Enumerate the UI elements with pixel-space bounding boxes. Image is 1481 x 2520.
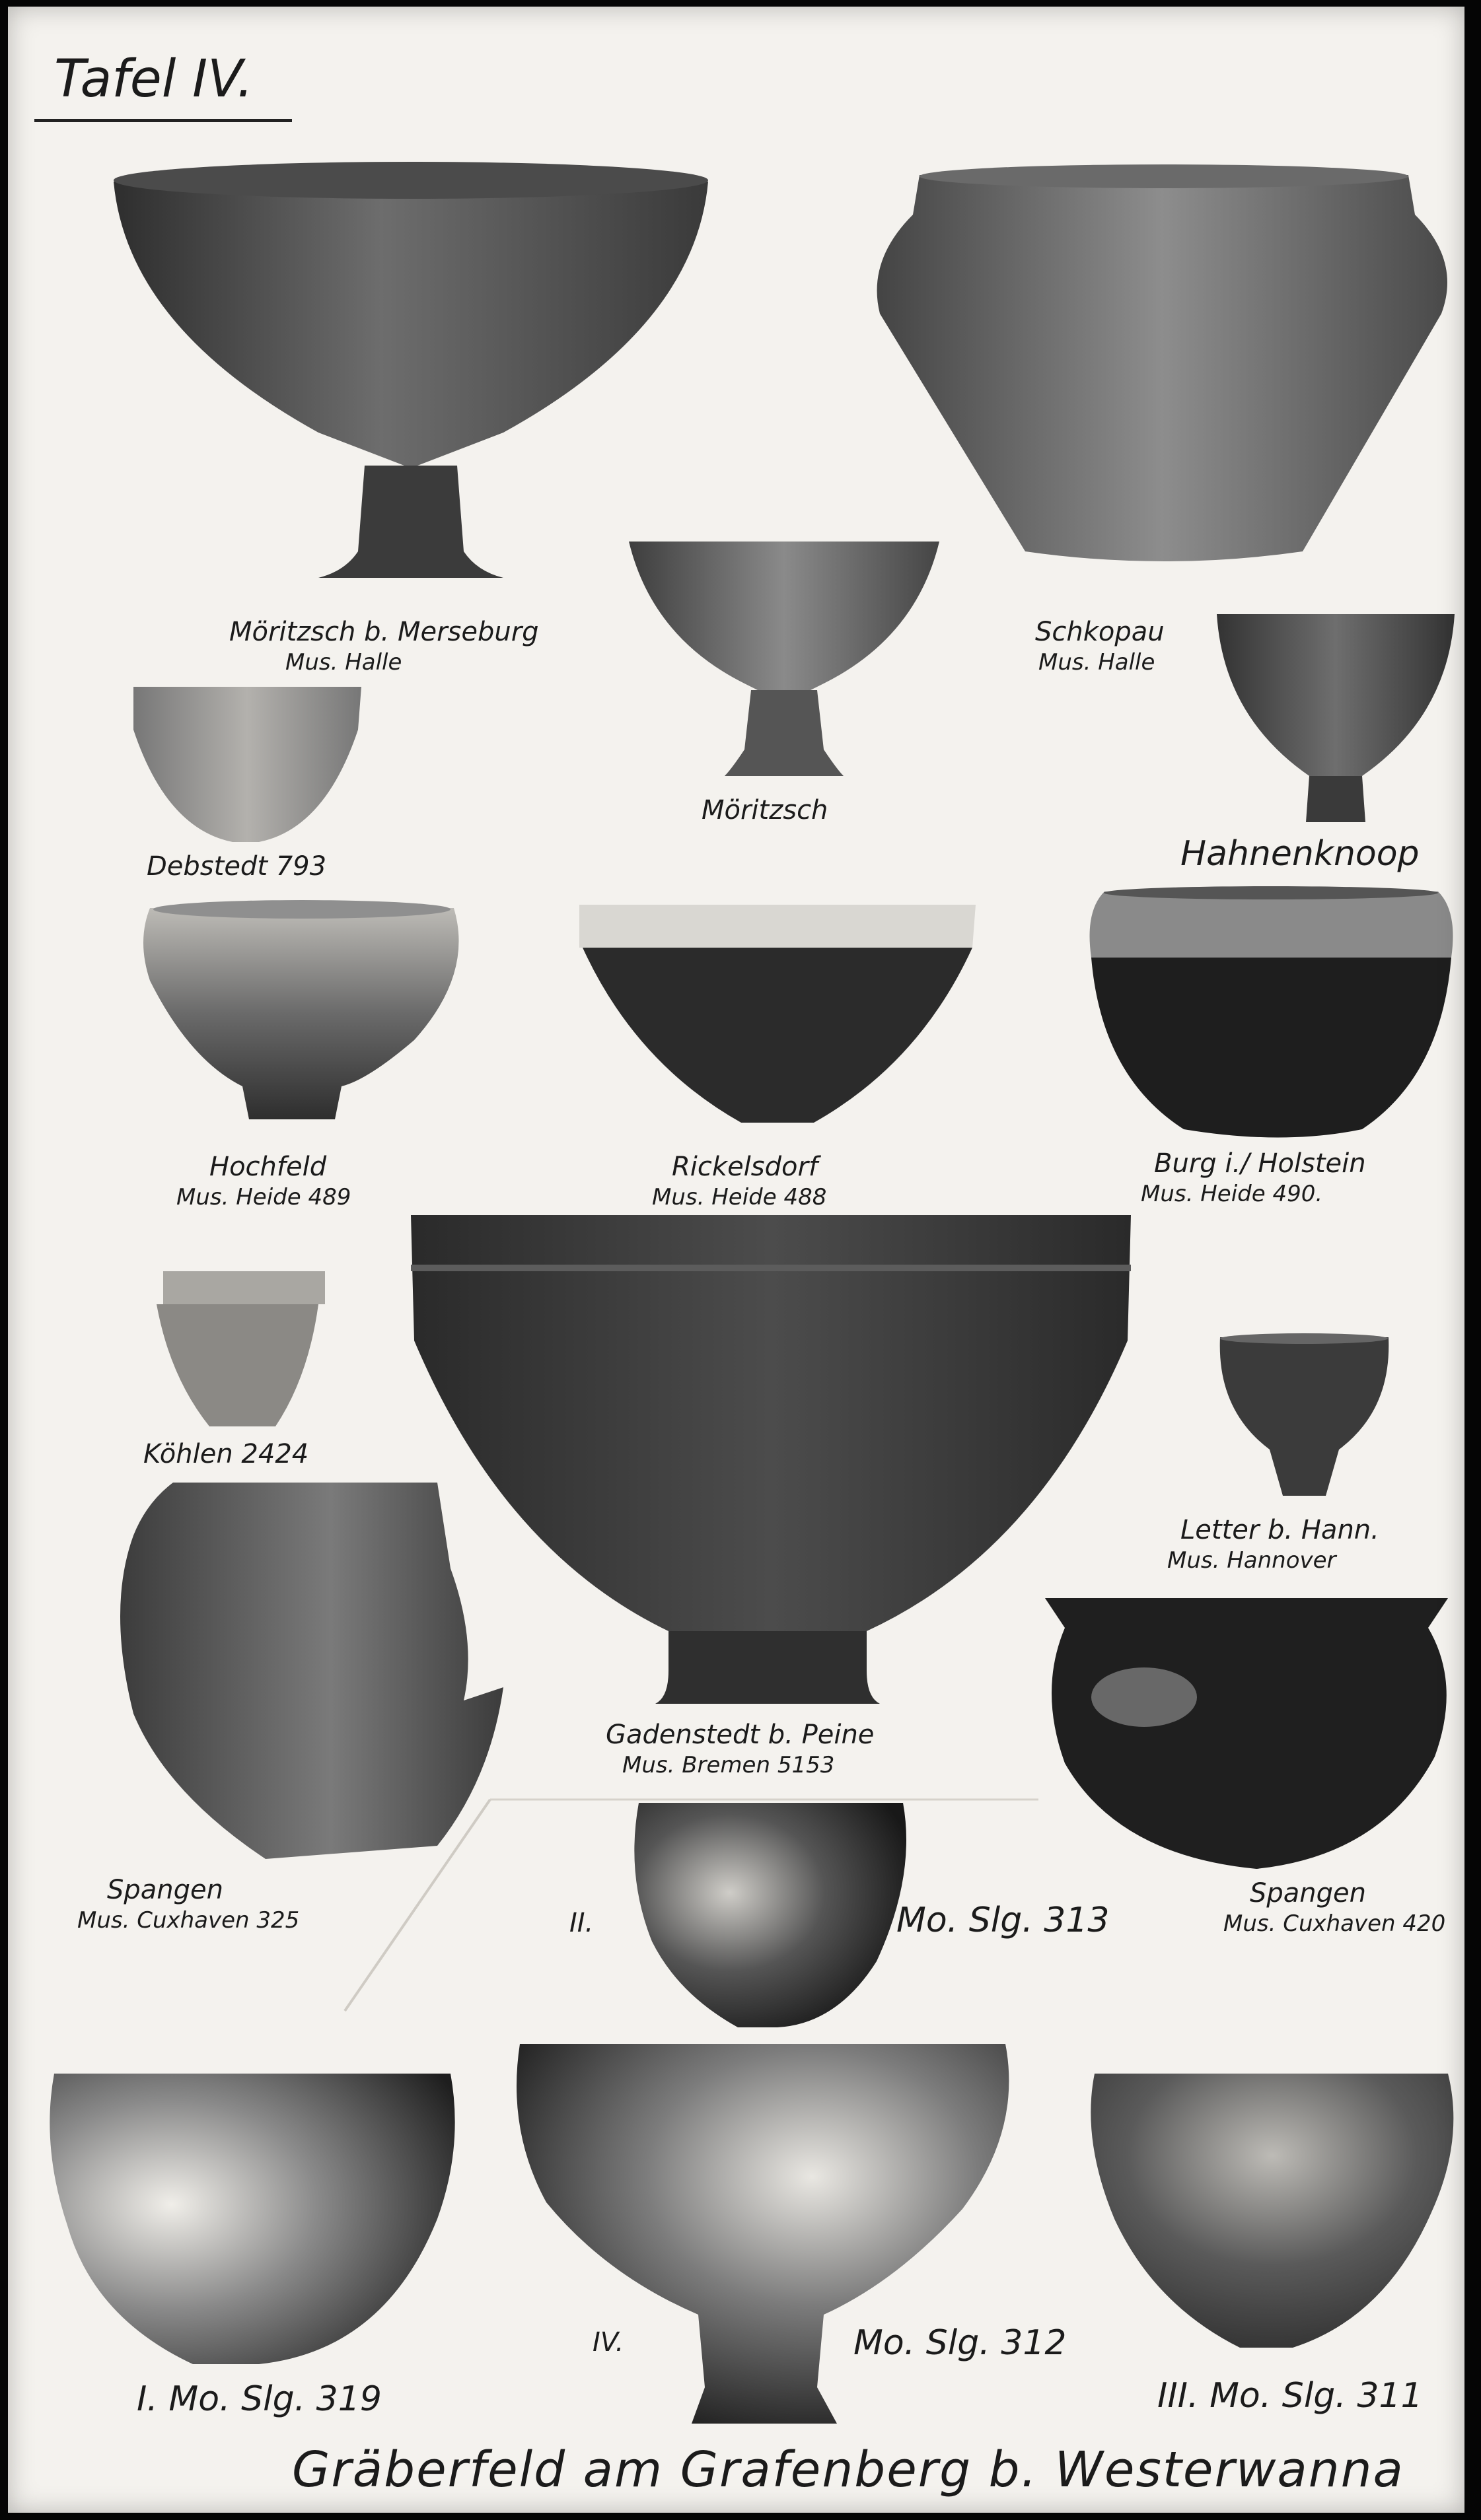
vessel-moritzsch [626,532,943,783]
label-spangen-420-museum: Mus. Cuxhaven 420 [1223,1910,1446,1937]
label-hochfeld: Hochfeld [209,1152,327,1182]
vessel-mo-slg-313 [626,1796,916,2034]
vessel-hahnenknoop [1210,604,1461,829]
label-spangen-420: Spangen [1250,1878,1366,1908]
plate-caption: Gräberfeld am Grafenberg b. Westerwanna [292,2441,1404,2498]
label-moritzsch-merseburg: Möritzsch b. Merseburg [229,617,539,647]
label-kohlen: Köhlen 2424 [143,1439,309,1469]
vessel-hochfeld [137,895,467,1129]
plate-title: Tafel IV. [54,50,254,109]
label-schkopau: Schkopau [1035,617,1165,647]
vessel-moritzsch-merseburg [107,155,715,591]
label-moritzsch: Möritzsch [702,795,828,825]
vessel-spangen-325 [107,1476,510,1866]
label-spangen-325: Spangen [107,1875,223,1905]
label-numeral-iv: IV. [593,2327,624,2358]
label-spangen-325-museum: Mus. Cuxhaven 325 [77,1907,300,1934]
vessel-letter [1213,1331,1395,1502]
label-debstedt: Debstedt 793 [147,851,327,882]
vessel-mo-slg-311 [1081,2067,1461,2358]
photographic-plate [8,7,1464,2513]
vessel-gadenstedt [404,1208,1138,1710]
label-gadenstedt: Gadenstedt b. Peine [606,1720,875,1750]
label-burg-holstein: Burg i./ Holstein [1154,1148,1366,1179]
label-mo-slg-311: III. Mo. Slg. 311 [1157,2376,1423,2416]
vessel-mo-slg-312 [507,2031,1019,2430]
vessel-rickelsdorf [576,898,979,1136]
vessel-debstedt [127,677,371,849]
vessel-mo-slg-319 [41,2067,464,2371]
vessel-schkopau [867,162,1461,571]
label-schkopau-museum: Mus. Halle [1038,649,1155,676]
label-rickelsdorf: Rickelsdorf [672,1152,818,1182]
label-hahnenknoop: Hahnenknoop [1180,834,1420,874]
label-letter-museum: Mus. Hannover [1167,1547,1336,1574]
label-mo-slg-319: I. Mo. Slg. 319 [137,2379,382,2419]
label-hochfeld-museum: Mus. Heide 489 [176,1184,351,1210]
vessel-kohlen [150,1265,332,1436]
label-numeral-ii: II. [569,1908,594,1938]
label-burg-holstein-museum: Mus. Heide 490. [1141,1181,1323,1207]
vessel-spangen-420 [1038,1592,1455,1875]
label-mo-slg-313: Mo. Slg. 313 [896,1901,1110,1940]
label-rickelsdorf-museum: Mus. Heide 488 [652,1184,827,1210]
label-mo-slg-312: Mo. Slg. 312 [853,2323,1067,2363]
label-moritzsch-merseburg-museum: Mus. Halle [285,649,402,676]
vessel-burg-holstein [1085,885,1458,1146]
label-gadenstedt-museum: Mus. Bremen 5153 [622,1752,835,1778]
label-letter: Letter b. Hann. [1180,1515,1379,1545]
